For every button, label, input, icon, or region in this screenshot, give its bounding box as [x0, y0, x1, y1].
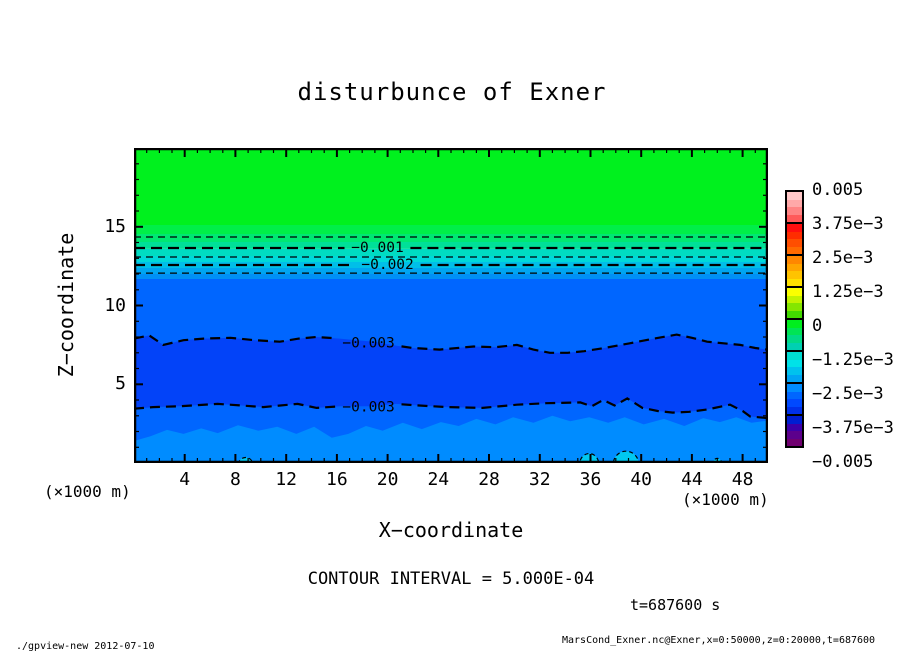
fill-band	[134, 249, 768, 256]
footer-source-text: MarsCond_Exner.nc@Exner,x=0:50000,z=0:20000,t=687600	[562, 635, 876, 646]
colorbar-segment	[785, 382, 804, 416]
time-text: t=687600 s	[630, 596, 721, 614]
colorbar-shade	[787, 288, 802, 296]
colorbar-shade	[787, 215, 802, 223]
colorbar-label: −2.5e−3	[812, 384, 884, 404]
colorbar-shade	[787, 279, 802, 287]
colorbar-shade	[787, 320, 802, 328]
colorbar-label: 2.5e−3	[812, 248, 874, 268]
fill-band	[134, 274, 768, 279]
x-tick-label: 20	[376, 469, 399, 490]
contour-label: −0.003	[342, 399, 395, 416]
colorbar-shade	[787, 416, 802, 424]
y-axis-unit: (×1000 m)	[44, 482, 131, 501]
colorbar-segment	[785, 254, 804, 288]
colorbar-shade	[787, 399, 802, 407]
colorbar-segment	[785, 222, 804, 256]
colorbar-shade	[787, 407, 802, 415]
colorbar-segment	[785, 190, 804, 224]
plot-area	[134, 148, 768, 463]
colorbar-segment	[785, 286, 804, 320]
colorbar-label: 0.005	[812, 180, 864, 200]
colorbar-label: 0	[812, 316, 823, 336]
colorbar-shade	[787, 335, 802, 343]
colorbar-shade	[787, 424, 802, 432]
colorbar-shade	[787, 256, 802, 264]
fill-band	[134, 225, 768, 234]
colorbar	[785, 190, 804, 448]
colorbar-shade	[787, 328, 802, 336]
colorbar-shade	[787, 392, 802, 400]
colorbar-shade	[787, 360, 802, 368]
colorbar-segment	[785, 414, 804, 448]
colorbar-shade	[787, 224, 802, 232]
x-tick-label: 12	[275, 469, 297, 490]
colorbar-shade	[787, 296, 802, 304]
colorbar-shade	[787, 232, 802, 240]
colorbar-shade	[787, 192, 802, 200]
x-axis-label: X−coordinate	[378, 518, 524, 542]
x-tick-label: 28	[478, 469, 500, 490]
colorbar-shade	[787, 239, 802, 247]
y-axis-label: Z−coordinate	[54, 232, 78, 378]
contour-label: −0.002	[361, 257, 414, 273]
fill-band	[134, 234, 768, 242]
x-tick-label: 16	[326, 469, 348, 490]
colorbar-shade	[787, 264, 802, 272]
colorbar-label: −0.005	[812, 452, 874, 472]
x-tick-label: 32	[528, 469, 551, 490]
x-tick-label: 48	[731, 469, 754, 490]
x-tick-label: 40	[630, 469, 653, 490]
colorbar-segment	[785, 318, 804, 352]
y-tick-label: 15	[104, 215, 126, 237]
footer-command-text: ./gpview-new 2012-07-10	[16, 641, 155, 652]
colorbar-shade	[787, 343, 802, 351]
x-tick-label: 8	[230, 469, 241, 490]
colorbar-label: 1.25e−3	[812, 282, 884, 302]
colorbar-shade	[787, 247, 802, 255]
colorbar-shade	[787, 207, 802, 215]
colorbar-label: −1.25e−3	[812, 350, 894, 370]
plot-title: disturbunce of Exner	[297, 78, 607, 106]
contour-label: −0.001	[351, 240, 404, 256]
colorbar-shade	[787, 352, 802, 360]
y-tick-label: 10	[104, 294, 126, 316]
colorbar-shade	[787, 367, 802, 375]
x-tick-label: 44	[681, 469, 703, 490]
colorbar-shade	[787, 200, 802, 208]
colorbar-shade	[787, 271, 802, 279]
x-tick-label: 4	[179, 469, 191, 490]
y-tick-label: 5	[115, 373, 126, 395]
x-tick-label: 24	[427, 469, 450, 490]
colorbar-shade	[787, 439, 802, 447]
x-axis-unit: (×1000 m)	[682, 490, 769, 509]
colorbar-shade	[787, 431, 802, 439]
colorbar-shade	[787, 384, 802, 392]
colorbar-label: −3.75e−3	[812, 418, 894, 438]
colorbar-label: 3.75e−3	[812, 214, 884, 234]
contour-interval-text: CONTOUR INTERVAL = 5.000E-04	[307, 569, 595, 589]
contour-label: −0.003	[342, 335, 395, 352]
colorbar-shade	[787, 375, 802, 383]
colorbar-segment	[785, 350, 804, 384]
colorbar-shade	[787, 303, 802, 311]
colorbar-shade	[787, 311, 802, 319]
fill-band	[134, 148, 768, 225]
x-tick-label: 36	[579, 469, 602, 490]
contour-plot-canvas	[134, 148, 768, 463]
